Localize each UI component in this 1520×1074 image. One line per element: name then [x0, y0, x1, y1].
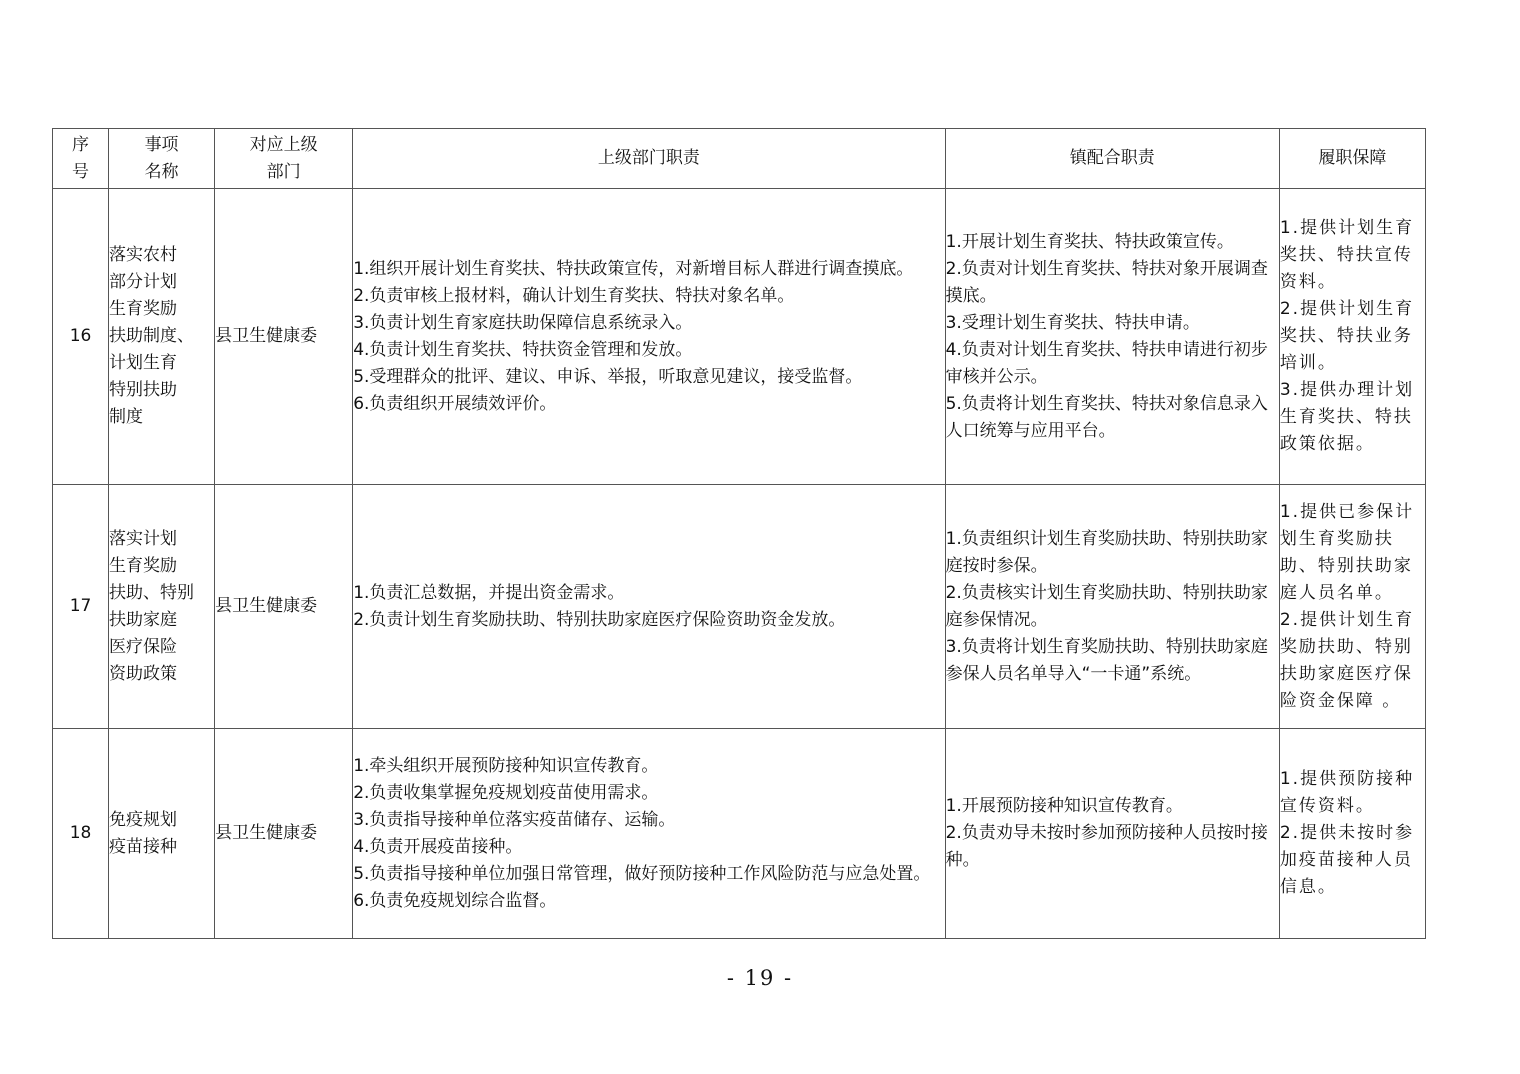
item-name: 落实农村 部分计划 生育奖励 扶助制度、 计划生育 特别扶助 制度 [109, 189, 215, 485]
row-number: 16 [53, 189, 109, 485]
table-row [53, 729, 1426, 939]
upper-duties: 1.组织开展计划生育奖扶、特扶政策宣传，对新增目标人群进行调查摸底。 2.负责审核上报材料，确认计划生育奖扶、特扶对象名单。 3.负责计划生育家庭扶助保障信息系统录入。 4.负责计划生育奖扶、特扶资金管理和发放。 5.受理群众的批评、建议、申诉、举报，听取意见建议，接受监督。 6.负责组织开展绩效评价。 [353, 189, 945, 485]
department: 县卫生健康委 [215, 485, 353, 729]
department: 县卫生健康委 [215, 729, 353, 939]
header-guarantee: 履职保障 [1279, 129, 1425, 189]
table-row [53, 189, 1426, 485]
upper-duties: 1.负责汇总数据，并提出资金需求。 2.负责计划生育奖励扶助、特别扶助家庭医疗保险资助资金发放。 [353, 485, 945, 729]
item-name: 落实计划 生育奖励 扶助、特别 扶助家庭 医疗保险 资助政策 [109, 485, 215, 729]
header-num: 序 号 [53, 129, 109, 189]
header-upper-duty: 上级部门职责 [353, 129, 945, 189]
town-duties: 1.开展预防接种知识宣传教育。 2.负责劝导未按时参加预防接种人员按时接种。 [945, 729, 1279, 939]
row-number: 17 [53, 485, 109, 729]
guarantees: 1.提供已参保计划生育奖励扶助、特别扶助家庭人员名单。 2.提供计划生育奖励扶助、特别扶助家庭医疗保险资金保障 。 [1279, 485, 1425, 729]
header-dept: 对应上级 部门 [215, 129, 353, 189]
page-number: - 19 - [726, 966, 794, 990]
header-name: 事项 名称 [109, 129, 215, 189]
town-duties: 1.负责组织计划生育奖励扶助、特别扶助家庭按时参保。 2.负责核实计划生育奖励扶助、特别扶助家庭参保情况。 3.负责将计划生育奖励扶助、特别扶助家庭参保人员名单导入“一卡通”系统。 [945, 485, 1279, 729]
upper-duties: 1.牵头组织开展预防接种知识宣传教育。 2.负责收集掌握免疫规划疫苗使用需求。 3.负责指导接种单位落实疫苗储存、运输。 4.负责开展疫苗接种。 5.负责指导接种单位加强日常管理，做好预防接种工作风险防范与应急处置。 6.负责免疫规划综合监督。 [353, 729, 945, 939]
town-duties: 1.开展计划生育奖扶、特扶政策宣传。 2.负责对计划生育奖扶、特扶对象开展调查摸底。 3.受理计划生育奖扶、特扶申请。 4.负责对计划生育奖扶、特扶申请进行初步审核并公示。 5.负责将计划生育奖扶、特扶对象信息录入人口统筹与应用平台。 [945, 189, 1279, 485]
item-name: 免疫规划 疫苗接种 [109, 729, 215, 939]
table-row [53, 485, 1426, 729]
guarantees: 1.提供预防接种宣传资料。 2.提供未按时参加疫苗接种人员信息。 [1279, 729, 1425, 939]
header-row [53, 129, 1426, 189]
header-town-duty: 镇配合职责 [945, 129, 1279, 189]
guarantees: 1.提供计划生育奖扶、特扶宣传资料。 2.提供计划生育奖扶、特扶业务培训。 3.提供办理计划生育奖扶、特扶政策依据。 [1279, 189, 1425, 485]
duty-table [52, 128, 1426, 939]
row-number: 18 [53, 729, 109, 939]
department: 县卫生健康委 [215, 189, 353, 485]
